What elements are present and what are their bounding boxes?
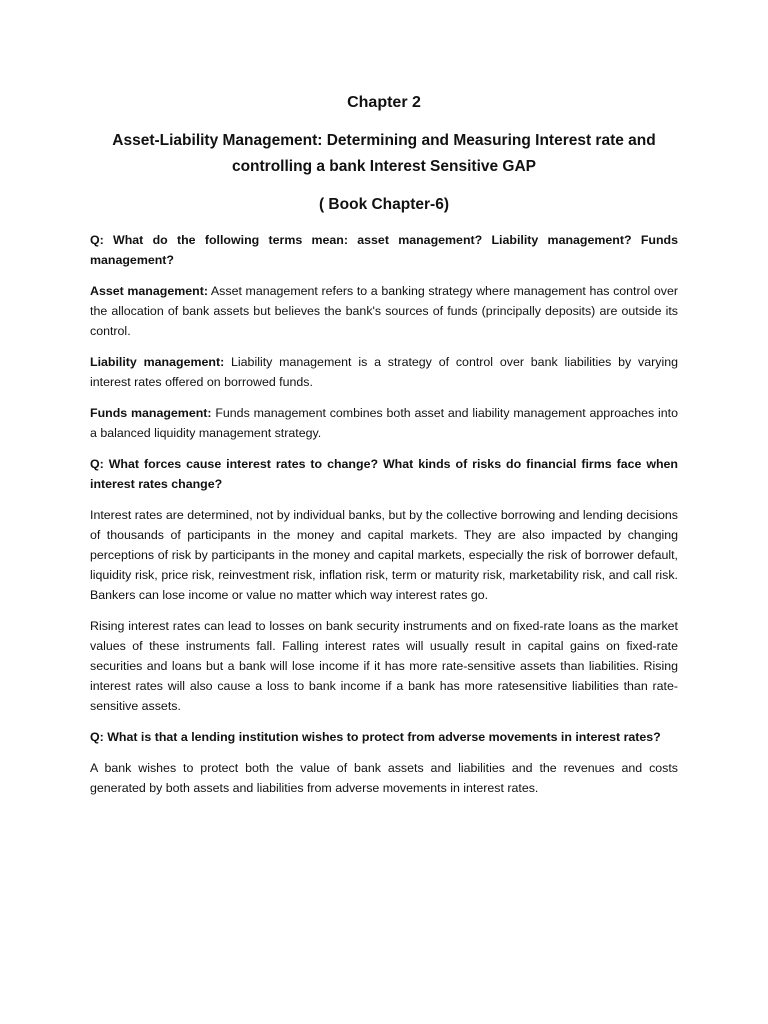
- answer-3-paragraph: A bank wishes to protect both the value of bank assets and liabilities and the revenues and costs generated by both assets and liabilities from adverse movements in interest rates.: [90, 761, 678, 795]
- book-chapter-heading: ( Book Chapter-6): [318, 196, 450, 213]
- liability-management-term: Liability management:: [90, 355, 225, 369]
- liability-management-text: Liability management is a strategy of control over bank liabilities by varying interest rates offered on borrowed funds.: [90, 355, 678, 389]
- asset-management-text: Asset management refers to a banking strategy where management has control over the allocation of bank assets but believes the bank's sources of funds (principally deposits) are outside its control.: [90, 284, 679, 338]
- liability-management-paragraph: [90, 352, 678, 392]
- asset-management-term: Asset management:: [90, 284, 208, 298]
- question-1: Q: What do the following terms mean: asset management? Liability management? Funds management?: [90, 233, 678, 267]
- asset-management-paragraph: [90, 281, 678, 341]
- chapter-heading: Chapter 2: [347, 94, 421, 111]
- funds-management-term: Funds management:: [90, 406, 212, 420]
- document-title: Asset-Liability Management: Determining and Measuring Interest rate and controlling a bank Interest Sensitive GAP: [112, 132, 656, 175]
- question-3: Q: What is that a lending institution wishes to protect from adverse movements in interest rates?: [90, 730, 661, 744]
- answer-2-paragraph-2: Rising interest rates can lead to losses on bank security instruments and on fixed-rate loans as the market values of these instruments fall. Falling interest rates will usually result in capital gains on fixed-rate securities and loans but a bank will lose income if it has more rate-sensitive assets than liabilities. Rising interest rates will also cause a loss to bank income if a bank has more ratesensitive liabilities than rate-sensitive assets.: [90, 619, 678, 713]
- funds-management-paragraph: [90, 403, 678, 443]
- question-2: Q: What forces cause interest rates to change? What kinds of risks do financial firms face when interest rates change?: [90, 457, 678, 491]
- answer-2-paragraph-1: Interest rates are determined, not by individual banks, but by the collective borrowing and lending decisions of thousands of participants in the money and capital markets. They are also impacted by changing perceptions of risk by participants in the money and capital markets, especially the risk of borrower default, liquidity risk, price risk, reinvestment risk, inflation risk, term or maturity risk, marketability risk, and call risk. Bankers can lose income or value no matter which way interest rates go.: [90, 508, 678, 602]
- funds-management-text: Funds management combines both asset and liability management approaches into a balanced liquidity management strategy.: [90, 406, 678, 440]
